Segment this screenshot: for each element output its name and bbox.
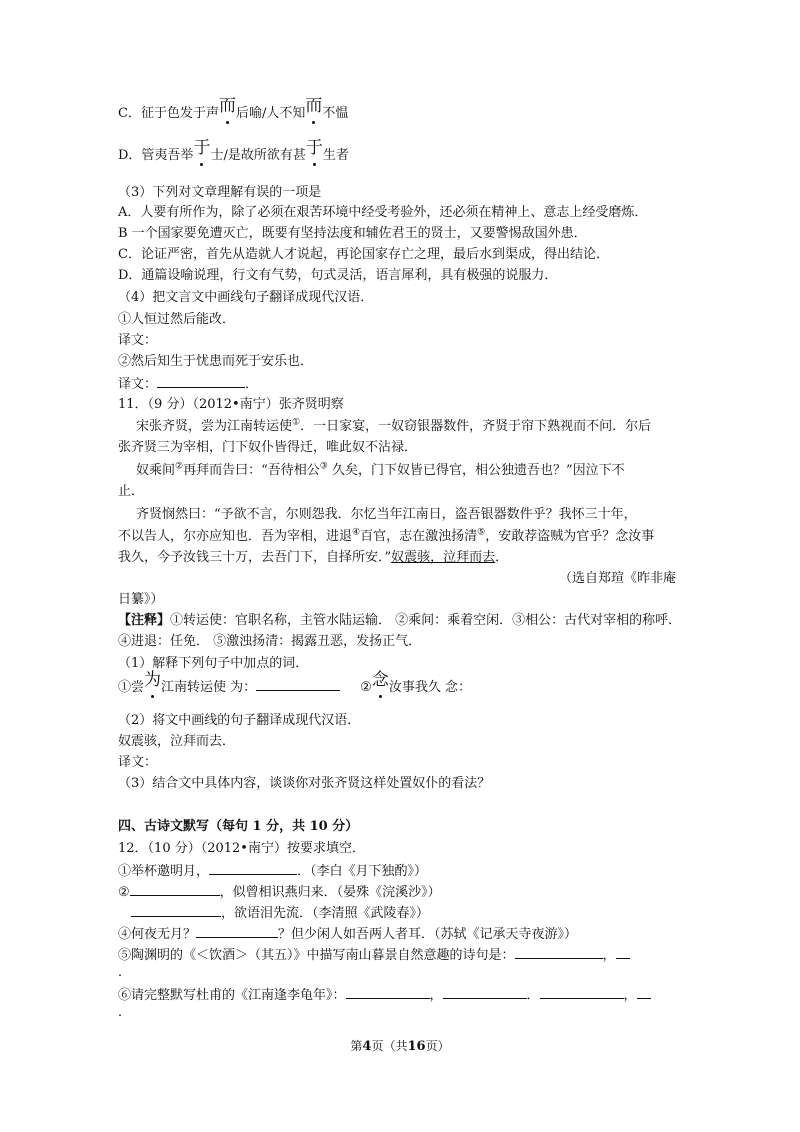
fill-text: ⑥请完整默写杜甫的《江南逢李龟年》： — [118, 988, 346, 1003]
source-citation: （选自郑瑄《昨非庵 — [558, 571, 676, 586]
option-c-text: C．征于色发于声 — [118, 106, 219, 121]
q3-option-c: C．论证严密，首先从造就人才说起，再论国家存亡之理，最后水到渠成，得出结论． — [118, 247, 609, 262]
punctuation: ， — [602, 948, 616, 963]
fill-text: ② — [118, 885, 130, 900]
item-text: ② — [360, 680, 372, 695]
passage-text: 宋张齐贤，尝为江南转运使 — [136, 419, 293, 434]
option-d — [118, 138, 349, 165]
punctuation: ， — [429, 988, 443, 1003]
footnote-ref: ② — [175, 461, 184, 472]
notes-line: ④进退：任免． ⑤激浊扬清：揭露丑恶，发扬正气． — [118, 634, 422, 649]
fill-line: ． — [118, 965, 132, 980]
punctuation: ， — [623, 988, 637, 1003]
answer-blank[interactable] — [540, 985, 624, 999]
passage-line — [118, 549, 508, 567]
dotted-char: 于 — [305, 138, 323, 158]
footnote-ref: ① — [292, 417, 301, 428]
q4-stem: （4）把文言文中画线句子翻译成现代汉语． — [118, 290, 374, 305]
answer-blank[interactable] — [209, 861, 297, 875]
fill-line — [118, 882, 441, 902]
q11-sentence: 奴震骇，泣拜而去． — [118, 734, 236, 749]
passage-text: ．一日家宴，一奴窃银器数件，齐贤于帘下熟视而不问．尔后 — [300, 419, 652, 434]
dotted-char: 而 — [218, 96, 236, 116]
item-text: 江南转运使 为： — [161, 680, 257, 695]
passage-line: 止． — [118, 484, 145, 499]
passage-text: 再拜而告曰：“吾待相公 — [183, 463, 320, 478]
item-text: ①尝 — [118, 680, 145, 695]
q3-option-a: A．人要有所作为，除了必须在艰苦环境中经受考验外，还必须在精神上、意志上经受磨炼． — [118, 205, 648, 220]
section-title: 四、古诗文默写（每句 1 分，共 10 分） — [118, 819, 359, 834]
answer-blank[interactable] — [637, 985, 651, 999]
fill-text: ④何夜无月？ — [118, 927, 197, 942]
page-number: 4 — [362, 1039, 372, 1054]
passage-text: 奴乘间 — [136, 463, 176, 478]
passage-line — [136, 462, 625, 480]
passage-line — [136, 418, 651, 436]
fill-line — [118, 903, 429, 923]
answer-blank[interactable] — [157, 374, 245, 388]
notes-label: 【注释】 — [118, 613, 171, 628]
fill-line — [118, 945, 630, 965]
fill-text: ⑤陶渊明的《＜饮酒＞（其五）》中描写南山暮景自然意趣的诗句是： — [118, 948, 515, 963]
q11-translation: 译文： — [118, 755, 158, 770]
answer-blank[interactable] — [196, 924, 278, 938]
underlined-sentence: 奴震骇，泣拜而去 — [391, 550, 496, 565]
footer-text: 页） — [425, 1039, 450, 1053]
fill-text: ①举杯邀明月， — [118, 864, 210, 879]
option-d-text: 生者 — [322, 148, 349, 163]
item-text: 汝事我久 念： — [388, 680, 471, 695]
q4-sentence-1: ①人恒过然后能改． — [118, 312, 236, 327]
passage-text: 不以告人，尔亦应知也．吾为宰相，进退 — [118, 529, 353, 544]
q11-sub2: （2）将文中画线的句子翻译成现代汉语． — [118, 713, 361, 728]
footnote-ref: ④ — [352, 527, 361, 538]
dotted-char: 念 — [371, 670, 389, 690]
total-pages: 16 — [407, 1039, 426, 1054]
q4-sentence-2: ②然后知生于忧患而死于安乐也． — [118, 354, 314, 369]
notes-text: ①转运使：官职名称，主管水陆运输． ②乘间：乘着空闲．③相公：古代对宰相的称呼． — [170, 613, 682, 628]
dotted-char: 于 — [193, 138, 211, 158]
page-footer — [0, 1037, 800, 1054]
fill-line — [118, 861, 427, 881]
answer-blank[interactable] — [515, 945, 603, 959]
fill-line — [118, 985, 651, 1005]
option-d-text: 士/是故所欲有甚 — [210, 148, 306, 163]
answer-blank[interactable] — [131, 903, 221, 917]
footer-text: 第 — [350, 1039, 363, 1053]
word-explain-line — [118, 670, 471, 697]
fill-line — [118, 924, 577, 944]
fill-text: ，似曾相识燕归来．（晏殊《浣溪沙》） — [219, 885, 441, 900]
answer-blank[interactable] — [346, 985, 430, 999]
fill-text: ？但少闲人如吾两人者耳．（苏轼《记承天寺夜游》） — [278, 927, 578, 942]
q4-translation-1: 译文： — [118, 333, 158, 348]
passage-line: 齐贤悯然曰：“予欲不言，尔则怨我．尔忆当年江南日，盗吾银器数件乎？我怀三十年， — [136, 507, 637, 522]
dotted-char: 为 — [144, 670, 162, 690]
q3-stem: （3）下列对文章理解有误的一项是 — [118, 185, 322, 200]
q3-option-b: B 一个国家要免遭灭亡，既要有坚持法度和辅佐君王的贤士，又要警惕敌国外患． — [118, 226, 587, 241]
passage-text: ，安敢荐盗贼为官乎？念汝事 — [485, 529, 655, 544]
footnote-ref: ⑤ — [477, 527, 486, 538]
fill-line: ． — [118, 1005, 132, 1020]
option-c-text: 不愠 — [322, 106, 349, 121]
punctuation: ． — [526, 988, 540, 1003]
option-d-text: D．管夷吾举 — [118, 148, 194, 163]
footnote-ref: ③ — [319, 461, 328, 472]
q11-heading: 11．（9 分）（2012•南宁）张齐贤明察 — [118, 397, 344, 412]
fill-text: ．（李白《月下独酌》） — [297, 864, 428, 879]
answer-blank[interactable] — [443, 985, 527, 999]
passage-line — [118, 528, 654, 546]
passage-text: 久矣，门下奴皆已得官，相公独遗吾也？”因泣下不 — [327, 463, 625, 478]
q11-sub1: （1）解释下列句子中加点的词． — [118, 656, 309, 671]
option-c-text: 后喻/人不知 — [235, 106, 306, 121]
passage-text: 百官，志在激浊扬清 — [360, 529, 478, 544]
punctuation: ． — [495, 550, 509, 565]
footer-text: 页（共 — [371, 1039, 408, 1053]
translation-label: 译文： — [118, 377, 158, 392]
passage-line: 张齐贤三为宰相，门下奴仆皆得迁，唯此奴不沾禄． — [118, 440, 418, 455]
q4-translation-2 — [118, 374, 258, 394]
notes-line — [118, 612, 681, 630]
punctuation: ． — [245, 377, 259, 392]
passage-text: 我久，今予汝钱三十万，去吾门下，自择所安．” — [118, 550, 392, 565]
answer-blank[interactable] — [256, 677, 340, 691]
q3-option-d: D．通篇设喻说理，行文有气势，句式灵活，语言犀利，具有极强的说服力． — [118, 268, 558, 283]
option-c — [118, 96, 349, 123]
fill-text: ，欲语泪先流．（李清照《武陵春》） — [221, 906, 430, 921]
answer-blank[interactable] — [130, 882, 220, 896]
q11-sub3: （3）结合文中具体内容，谈谈你对张齐贤这样处置奴仆的看法？ — [118, 776, 491, 791]
dotted-char: 而 — [305, 96, 323, 116]
source-citation: 日纂》） — [118, 592, 164, 607]
answer-blank[interactable] — [616, 945, 630, 959]
q12-heading: 12．（10 分）（2012•南宁）按要求填空． — [118, 841, 365, 856]
